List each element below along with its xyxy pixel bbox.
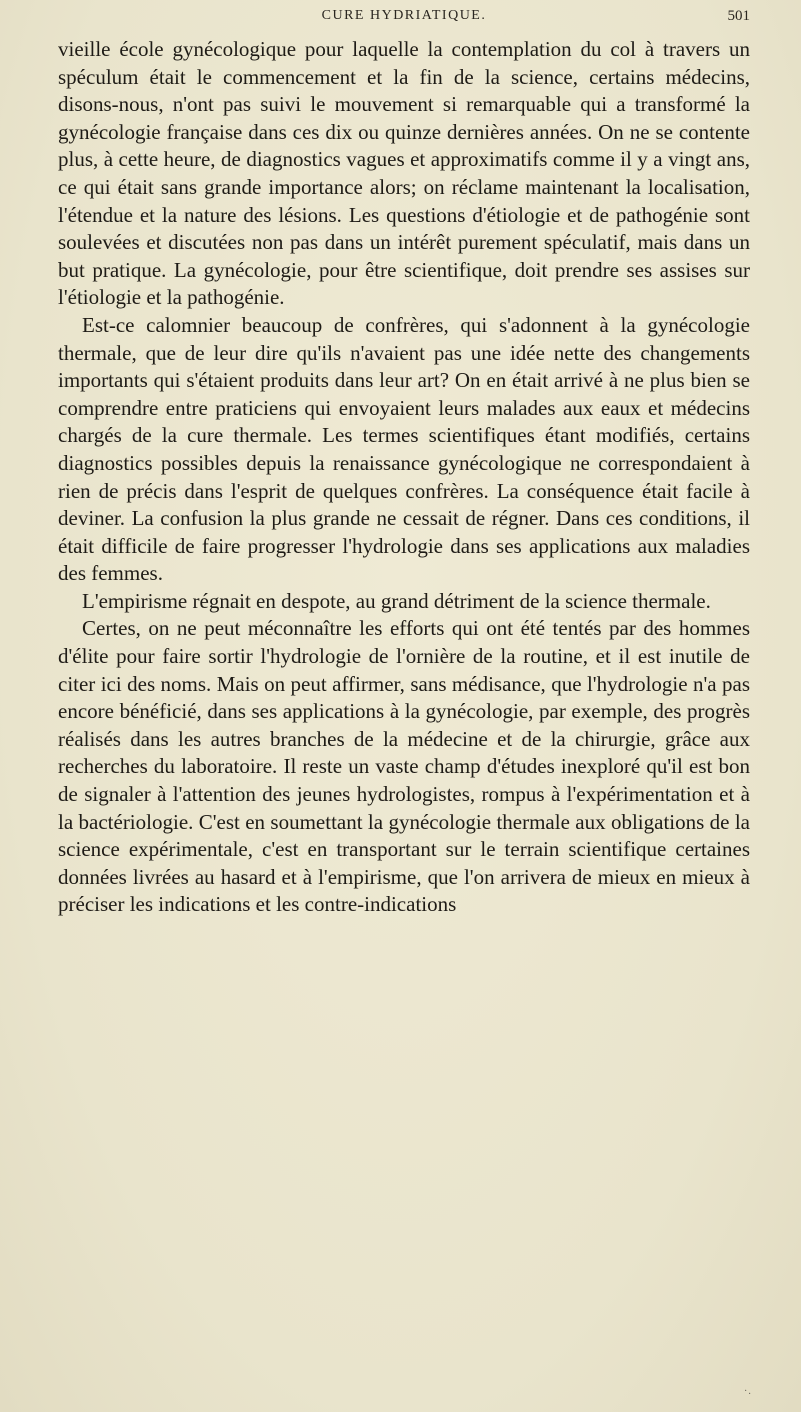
page-header <box>58 8 750 34</box>
page-number: 501 <box>727 8 750 24</box>
paragraph-3: L'empirisme régnait en despote, au grand détriment de la science thermale. <box>82 588 711 613</box>
scan-specks: ·. <box>744 1386 752 1397</box>
paragraph-2: Est-ce calomnier beaucoup de confrères, qui s'adonnent à la gynécologie thermale, que de leur dire qu'ils n'avaient pas une idée nette des changements importants qui s'étaient produits dans leur art? On en était arrivé à ne plus bien se comprendre entre praticiens qui envoyaient leurs malades aux eaux et médecins chargés de la cure thermale. Les termes scientifiques étant modifiés, certains diagnostics possibles depuis la renaissance gynécologique ne correspondaient à rien de précis dans l'esprit de quelques confrères. La conséquence était facile à deviner. La confusion la plus grande ne cessait de régner. Dans ces conditions, il était difficile de faire progresser l'hydrologie dans ses applications aux maladies des femmes. <box>58 312 750 586</box>
body-text <box>58 36 750 919</box>
running-title: CURE HYDRIATIQUE. <box>321 8 487 23</box>
paragraph-1: vieille école gynécologique pour laquelle la contemplation du col à travers un spéculum était le commencement et la fin de la science, certains médecins, disons-nous, n'ont pas suivi le mouvement si remarquable qui a transformé la gynécologie française dans ces dix ou quinze dernières années. On ne se contente plus, à cette heure, de diagnostics vagues et approximatifs comme il y a vingt ans, ce qui était sans grande importance alors; on réclame maintenant la localisation, l'étendue et la nature des lésions. Les questions d'étiologie et de pathogénie sont soulevées et discutées non pas dans un intérêt purement spéculatif, mais dans un but pratique. La gynécologie, pour être scientifique, doit prendre ses assises sur l'étiologie et la pathogénie. <box>58 37 750 310</box>
paragraph-4: Certes, on ne peut méconnaître les efforts qui ont été tentés par des hommes d'élite pour faire sortir l'hydrologie de l'ornière de la routine, et il est inutile de citer ici des noms. Mais on peut affirmer, sans médisance, que l'hydrologie n'a pas encore bénéficié, dans ses applications à la gynécologie, par exemple, des progrès réalisés dans les autres branches de la médecine et de la chirurgie, grâce aux recherches du laboratoire. Il reste un vaste champ d'études inexploré qu'il est bon de signaler à l'attention des jeunes hydrologistes, rompus à l'expérimentation et à la bactériologie. C'est en soumettant la gynécologie thermale aux obligations de la science expérimentale, c'est en transportant sur le terrain scientifique certaines données livrées au hasard et à l'empirisme, que l'on arrivera de mieux en mieux à préciser les indications et les contre-indications <box>58 616 750 917</box>
